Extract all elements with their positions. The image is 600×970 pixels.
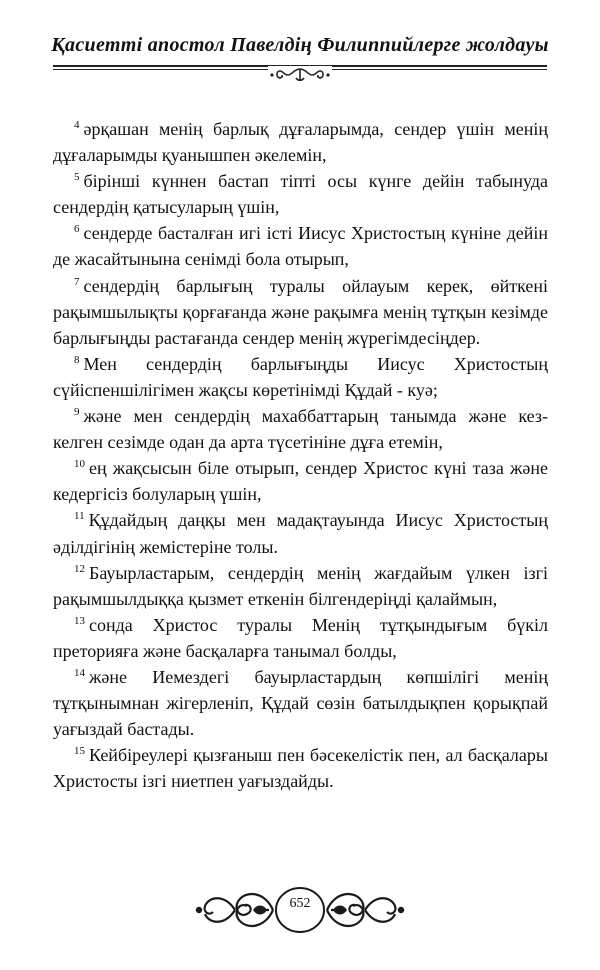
header-ornament-icon [268, 66, 332, 84]
verse-text: сендерде басталған игі істі Иисус Христостың күніне дейін де жасайтынына сенімді бола отырып, [53, 223, 548, 270]
verse-text: Бауырластарым, сендердің менің жағдайым үлкен ізгі рақымшылдыққа қызмет еткенін білгендеріңді қалаймын, [53, 562, 548, 609]
verse-number: 4 [74, 119, 80, 131]
verse-6 [53, 220, 548, 272]
verse-text: Құдайдың даңқы мен мадақтауында Иисус Христостың әділдігінің жемістеріне толы. [53, 510, 548, 557]
verse-9 [53, 403, 548, 455]
verse-14 [53, 664, 548, 742]
verse-block [53, 116, 548, 794]
verse-text: ең жақсысын біле отырып, сендер Христос күні таза және кедергісіз болуларың үшін, [53, 458, 548, 505]
verse-13 [53, 612, 548, 664]
verse-text: бірінші күннен бастап тіпті осы күнге дейін табынуда сендердің қатысуларың үшін, [53, 171, 548, 218]
verse-text: Кейбіреулері қызғаныш пен бәсекелістік пен, ал басқалары Христосты ізгі ниетпен уағыздайды. [53, 745, 548, 792]
verse-12 [53, 560, 548, 612]
verse-4 [53, 116, 548, 168]
verse-5 [53, 168, 548, 220]
verse-15 [53, 742, 548, 794]
verse-number: 8 [74, 353, 80, 366]
verse-8 [53, 351, 548, 403]
verse-number: 5 [74, 171, 80, 184]
verse-text: Мен сендердің барлығыңды Иисус Христостың сүйіспеншілігімен жақсы көретінімді Құдай - куә; [53, 353, 548, 400]
verse-number: 11 [74, 510, 85, 523]
verse-number: 14 [74, 666, 85, 679]
verse-text: және Иемездегі бауырластардың көпшілігі менің тұтқынымнан жігерленіп, Құдай сөзін батылдықпен қорықпай уағыздай бастады. [53, 666, 548, 740]
verse-number: 13 [74, 614, 85, 627]
verse-number: 15 [74, 745, 85, 758]
verse-number: 9 [74, 406, 80, 419]
verse-text: сендердің барлығың туралы ойлауым керек, өйткені рақымшылықты қорғағанда және рақымға менің тұтқын кезімде барлығыңды растағанда сендер менің жүрегімдесіңдер. [53, 275, 548, 348]
verse-number: 12 [74, 562, 85, 575]
verse-text: және мен сендердің махаббаттарың танымда және кез-келген сезімде одан да арта түсетініне дұға етемін, [53, 406, 548, 453]
verse-7 [53, 273, 548, 351]
running-title: Қасиетті апостол Павелдің Филиппийлерге жолдауы [51, 34, 549, 56]
verse-text: сонда Христос туралы Менің тұтқындығым бүкіл преторияға және басқаларға танымал болды, [53, 614, 548, 661]
verse-number: 6 [74, 223, 80, 236]
verse-text: әрқашан менің барлық дұғаларымда, сендер үшін менің дұғаларымды қуанышпен әкелемін, [53, 119, 548, 166]
verse-number: 10 [74, 458, 85, 471]
verse-11 [53, 507, 548, 559]
verse-10 [53, 455, 548, 507]
page-number: 652 [289, 896, 311, 911]
verse-number: 7 [74, 275, 80, 288]
